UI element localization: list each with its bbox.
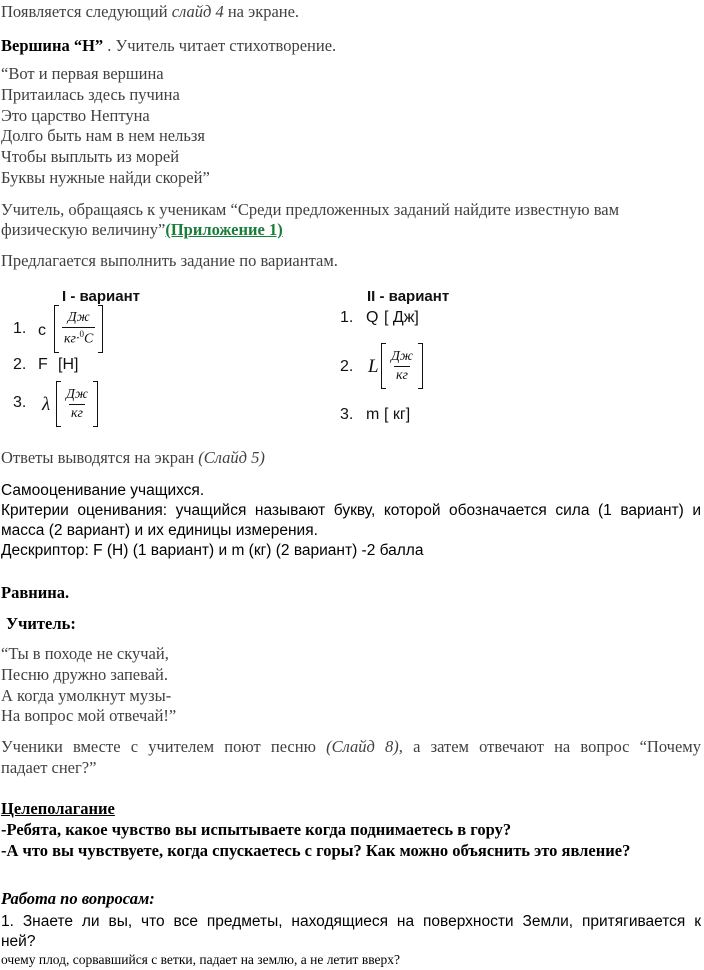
plain-title: Равнина. <box>1 583 70 602</box>
denominator <box>62 327 95 348</box>
slide-ref: (Слайд 5) <box>198 448 265 467</box>
unit-fraction <box>381 343 423 389</box>
teacher-task-line1: Учитель, обращаясь к ученикам “Среди предложенных заданий найдите известную вам <box>1 200 620 219</box>
formula-symbol: Q <box>366 309 379 326</box>
bracket-right <box>418 343 423 389</box>
formula-symbol: L <box>368 356 379 377</box>
bracket-right <box>98 305 103 353</box>
slide-ref: слайд 4 <box>171 2 224 21</box>
item-number: 3. <box>13 394 27 411</box>
variants-intro: Предлагается выполнить задание по вариантам. <box>1 251 338 270</box>
numerator: Дж <box>391 348 413 364</box>
peak-paragraph <box>1 35 336 56</box>
poem2-line: “Ты в походе не скучай, <box>1 644 169 663</box>
question1-line2: ней? <box>1 933 36 950</box>
slide-ref: (Слайд 8) <box>326 737 399 756</box>
text: Ученики вместе с учителем поют песню <box>1 737 327 756</box>
goal-question2: -А что вы чувствуете, когда спускаетесь с горы? Как можно объяснить это явление? <box>1 841 631 860</box>
poem2-line: А когда умолкнут музы- <box>1 686 172 705</box>
variant2-heading: II - вариант <box>367 288 450 305</box>
bracket-right <box>93 381 98 427</box>
goal-title: Целеполагание <box>1 799 115 818</box>
poem1-line: Притаилась здесь пучина <box>1 85 180 104</box>
poem2-line: На вопрос мой отвечай!” <box>1 706 177 725</box>
slide4-paragraph <box>1 1 299 22</box>
formula-symbol: λ <box>42 394 51 415</box>
formula-symbol: c <box>38 322 46 339</box>
song-line1 <box>1 736 701 757</box>
unit: [ Дж] <box>384 309 419 326</box>
numerator: Дж <box>67 310 90 326</box>
peak-title: Вершина “Н” <box>1 36 104 55</box>
item-number: 1. <box>340 309 354 326</box>
item-number: 3. <box>340 406 354 423</box>
degree-sup: 0 <box>79 329 85 340</box>
fraction <box>61 387 93 422</box>
appendix-link[interactable]: (Приложение 1) <box>165 220 283 239</box>
item-number: 2. <box>13 356 27 373</box>
text: физическую величину” <box>1 220 166 239</box>
criteria-line2: масса (2 вариант) и их единицы измерения. <box>1 522 318 539</box>
poem2-line: Песню дружно запевай. <box>1 665 168 684</box>
text: C <box>84 331 94 347</box>
text: кг· <box>64 331 80 347</box>
answers-line <box>1 447 265 468</box>
question2-line: очему плод, сорвавшийся с ветки, падает на землю, а не летит вверх? <box>1 952 400 967</box>
unit-fraction <box>56 381 98 427</box>
self-assessment-title: Самооценивание учащихся. <box>1 482 205 499</box>
text: Появляется следующий <box>1 2 172 21</box>
unit-fraction <box>54 305 103 353</box>
poem1-line: Чтобы выплыть из морей <box>1 147 180 166</box>
unit: [Н] <box>58 356 79 373</box>
poem1-line: Буквы нужные найди скорей” <box>1 168 210 187</box>
text: , а затем отвечают на вопрос “Почему <box>398 737 701 756</box>
variant1-heading: I - вариант <box>62 288 140 305</box>
denominator: кг <box>70 405 83 421</box>
poem1-line: Долго быть нам в нем нельзя <box>1 126 205 145</box>
poem1-line: Это царство Нептуна <box>1 106 150 125</box>
questions-title: Работа по вопросам: <box>1 889 155 908</box>
question1-line1: 1. Знаете ли вы, что все предметы, находящиеся на поверхности Земли, притягивается к <box>1 913 701 930</box>
text: . Учитель читает стихотворение. <box>103 36 337 55</box>
formula-symbol: F <box>38 356 48 373</box>
poem1-line: “Вот и первая вершина <box>1 64 164 83</box>
teacher-label: Учитель: <box>6 614 76 633</box>
item-number: 2. <box>340 358 354 375</box>
text: Ответы выводятся на экран <box>1 448 199 467</box>
fraction <box>386 349 418 384</box>
teacher-task-line2 <box>1 219 283 240</box>
goal-question1: -Ребята, какое чувство вы испытываете когда поднимаетесь в гору? <box>1 820 512 839</box>
fraction <box>59 310 98 348</box>
descriptor-line: Дескриптор: F (Н) (1 вариант) и m (кг) (2 вариант) -2 балла <box>1 542 424 559</box>
song-line2: падает снег?” <box>1 758 97 777</box>
item-number: 1. <box>13 320 27 337</box>
formula-symbol: m <box>366 406 380 423</box>
criteria-line1: Критерии оценивания: учащийся называют букву, которой обозначается сила (1 вариант) и <box>1 502 701 519</box>
numerator: Дж <box>66 386 88 402</box>
denominator: кг <box>395 367 408 383</box>
text: на экране. <box>223 2 300 21</box>
unit: [ кг] <box>384 406 411 423</box>
